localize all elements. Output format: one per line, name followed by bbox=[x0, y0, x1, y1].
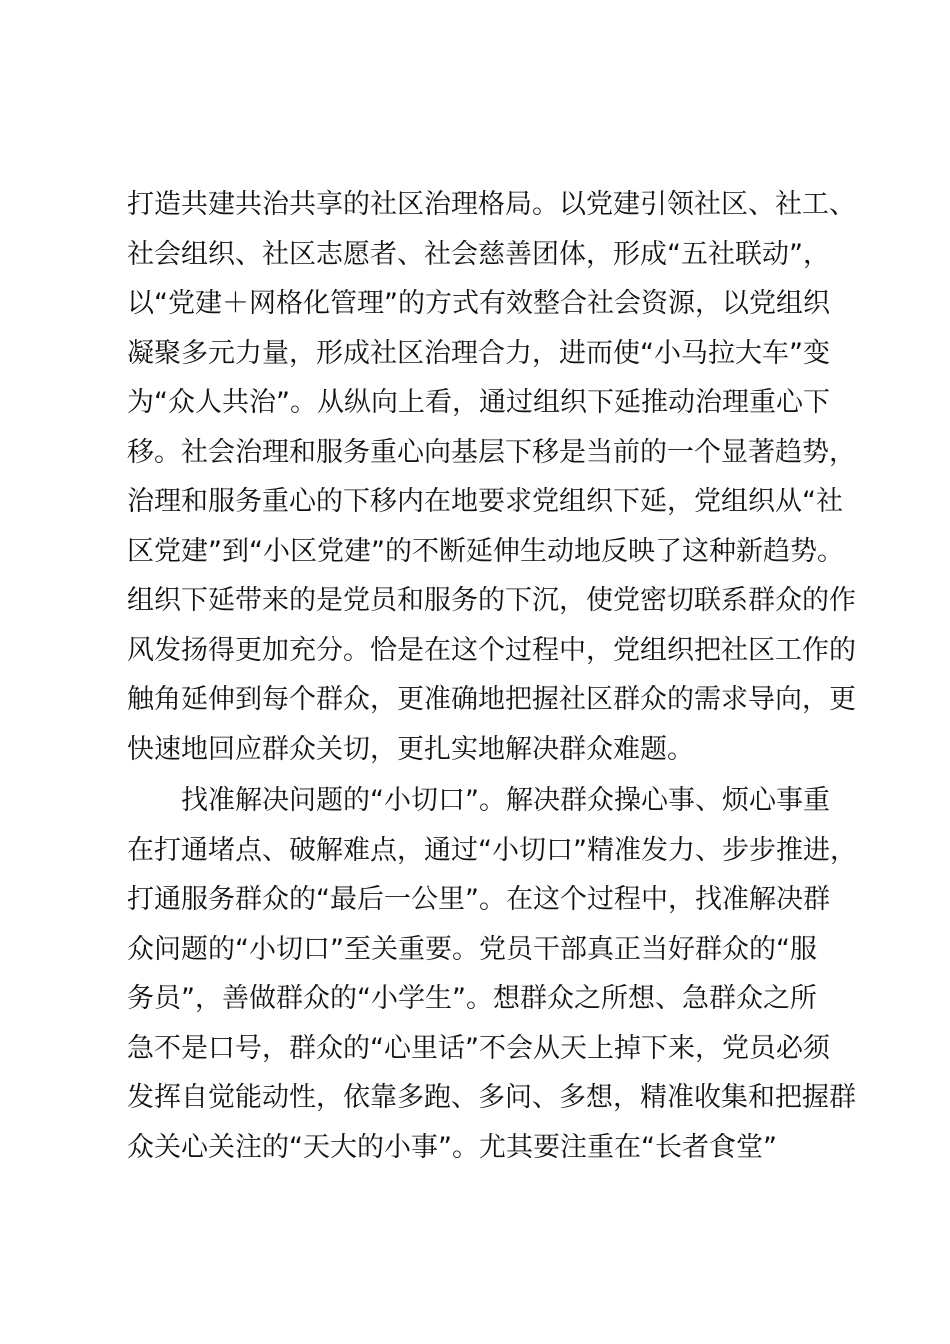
text-line: 打通服务群众的“最后一公里”。在这个过程中，找准解决群 bbox=[127, 884, 830, 915]
text-line: 风发扬得更加充分。恰是在这个过程中，党组织把社区工作的 bbox=[127, 634, 856, 666]
text-line: 快速地回应群众关切，更扎实地解决群众难题。 bbox=[127, 733, 694, 765]
text-line: 急不是口号，群众的“心里话”不会从天上掉下来，党员必须 bbox=[127, 1032, 830, 1064]
text-line: 区党建”到“小区党建”的不断延伸生动地反映了这种新趋势。 bbox=[127, 535, 844, 567]
text-line: 触角延伸到每个群众，更准确地把握社区群众的需求导向，更 bbox=[127, 684, 856, 715]
text-line: 在打通堵点、破解难点，通过“小切口”精准发力、步步推进， bbox=[127, 834, 857, 866]
text-line: 治理和服务重心的下移内在地要求党组织下延，党组织从“社 bbox=[127, 486, 843, 517]
text-line: 以“党建＋网格化管理”的方式有效整合社会资源，以党组织 bbox=[127, 288, 830, 319]
text-line: 凝聚多元力量，形成社区治理合力，进而使“小马拉大车”变 bbox=[127, 337, 830, 369]
text-line: 打造共建共治共享的社区治理格局。以党建引领社区、社工、 bbox=[127, 189, 856, 220]
paragraph-2 bbox=[127, 776, 867, 1172]
paragraph-1 bbox=[127, 180, 867, 774]
text-line: 发挥自觉能动性，依靠多跑、多问、多想，精准收集和把握群 bbox=[127, 1082, 856, 1113]
text-line: 为“众人共治”。从纵向上看，通过组织下延推动治理重心下 bbox=[127, 387, 830, 418]
text-line: 组织下延带来的是党员和服务的下沉，使党密切联系群众的作 bbox=[127, 585, 856, 616]
text-line: 找准解决问题的“小切口”。解决群众操心事、烦心事重 bbox=[127, 785, 830, 816]
text-line: 移。社会治理和服务重心向基层下移是当前的一个显著趋势， bbox=[127, 436, 856, 468]
text-line: 务员”，善做群众的“小学生”。想群众之所想、急群众之所 bbox=[127, 983, 817, 1014]
text-line: 众关心关注的“天大的小事”。尤其要注重在“长者食堂” bbox=[127, 1131, 777, 1163]
text-line: 众问题的“小切口”至关重要。党员干部真正当好群众的“服 bbox=[127, 933, 817, 965]
text-line: 社会组织、社区志愿者、社会慈善团体，形成“五社联动”， bbox=[127, 238, 830, 270]
